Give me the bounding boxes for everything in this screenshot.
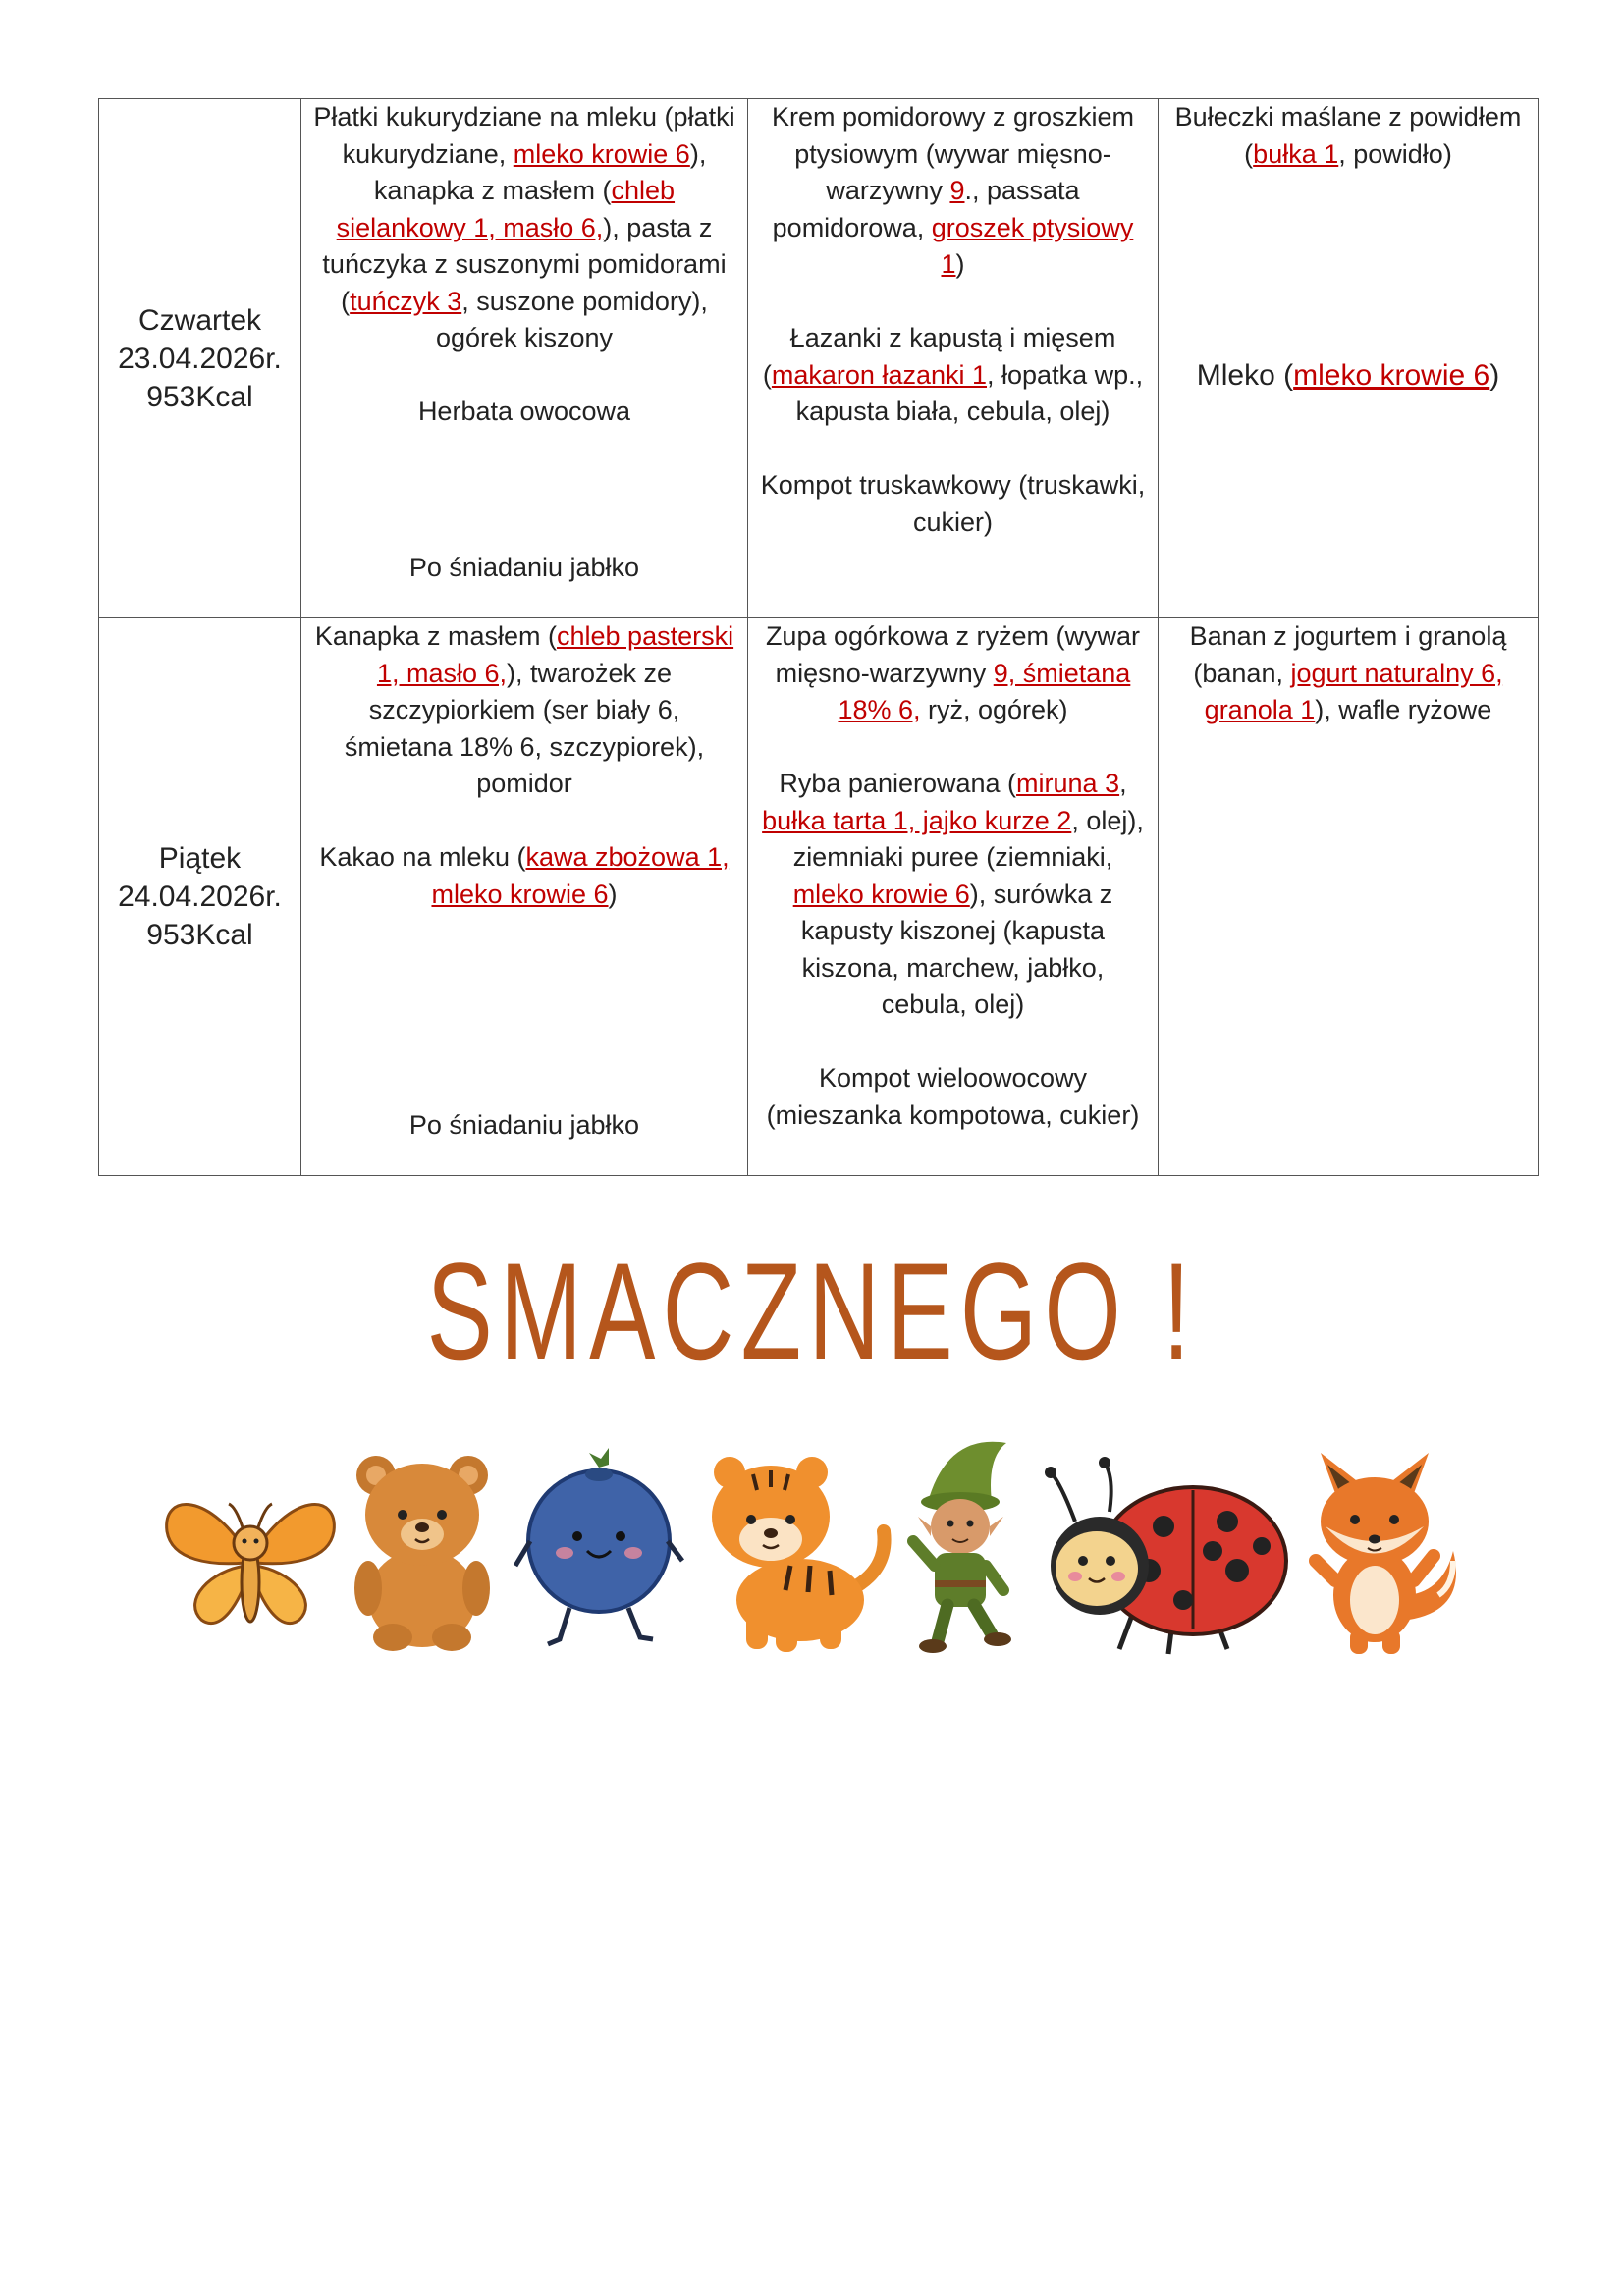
after-breakfast-note: Po śniadaniu jabłko <box>408 1109 640 1140</box>
menu-text: Banan z jogurtem i granolą (banan, <box>1189 621 1507 688</box>
menu-text: , olej), ziemniaki puree (ziemniaki, <box>792 805 1144 872</box>
smacznego-title: SMACZNEGO ! <box>426 1234 1198 1388</box>
menu-text: Krem pomidorowy z groszkiem ptysiowym (wywar mięsno-warzywny <box>771 102 1135 205</box>
snack-description <box>1170 618 1526 729</box>
lunch-drink: Kompot truskawkowy (truskawki, cukier) <box>760 470 1146 537</box>
menu-text: , łopatka wp., kapusta biała, cebula, olej) <box>795 359 1144 426</box>
menu-text: ), kanapka z masłem ( <box>373 138 707 205</box>
blueberry-icon <box>511 1443 687 1659</box>
allergen-text: mleko krowie 6 <box>792 879 970 909</box>
lunch-cell <box>748 618 1159 1176</box>
allergen-text: 9 <box>949 176 965 205</box>
bear-icon <box>339 1441 506 1657</box>
menu-text: Płatki kukurydziane na mleku (płatki kukurydziane, <box>313 102 735 169</box>
menu-text: , powidło) <box>1338 138 1452 169</box>
breakfast-description <box>313 618 735 803</box>
breakfast-description <box>313 99 735 357</box>
menu-table <box>98 98 1539 1176</box>
menu-text: Zupa ogórkowa z ryżem (wywar mięsno-warzywny <box>765 621 1141 688</box>
allergen-text: mleko krowie 6 <box>1293 359 1490 392</box>
allergen-text: groszek ptysiowy 1 <box>931 212 1134 279</box>
menu-text: Ryba panierowana ( <box>779 769 1017 798</box>
day-date: 24.04.2026r. <box>118 881 282 913</box>
menu-text: Kakao na mleku ( <box>319 842 526 872</box>
menu-text: , suszone pomidory), ogórek kiszony <box>435 286 708 352</box>
allergen-text: 9, śmietana 18% 6, <box>838 658 1131 724</box>
snack-cell <box>1159 99 1539 618</box>
allergen-text: mleko krowie 6 <box>513 138 690 169</box>
butterfly-icon <box>152 1472 349 1649</box>
lunch-cell <box>748 99 1159 618</box>
menu-text: Łazanki z kapustą i mięsem ( <box>762 323 1116 390</box>
breakfast-drink <box>313 839 735 913</box>
allergen-text: miruna 3 <box>1016 769 1120 798</box>
menu-text: ), wafle ryżowe <box>1315 695 1492 724</box>
allergen-text: kawa zbożowa 1, mleko krowie 6 <box>431 842 730 909</box>
menu-text: Kanapka z masłem ( <box>314 621 557 651</box>
day-name: Piątek <box>158 842 242 875</box>
menu-text: Bułeczki maślane z powidłem ( <box>1174 102 1522 169</box>
snack-description <box>1170 99 1526 173</box>
day-cell <box>99 99 301 618</box>
day-kcal: 953Kcal <box>146 919 253 951</box>
allergen-text: tuńczyk 3 <box>350 286 462 316</box>
allergen-text: jogurt naturalny 6, granola 1 <box>1204 658 1503 724</box>
menu-text: ., passata pomidorowa, <box>772 176 1080 242</box>
menu-text: ) <box>1489 359 1500 392</box>
day-cell <box>99 618 301 1176</box>
menu-text: ), surówka z kapusty kiszonej (kapusta kiszona, marchew, jabłko, cebula, olej) <box>800 879 1113 1019</box>
breakfast-drink: Herbata owocowa <box>417 397 631 426</box>
snack-drink <box>1170 357 1526 395</box>
day-name: Czwartek <box>137 303 262 337</box>
fox-icon <box>1296 1433 1463 1659</box>
lunch-soup <box>760 618 1146 729</box>
breakfast-cell <box>301 618 748 1176</box>
lunch-main <box>760 320 1146 431</box>
animal-illustrations <box>147 1433 1473 1669</box>
lunch-drink: Kompot wieloowocowy (mieszanka kompotowa, cukier) <box>766 1063 1140 1130</box>
allergen-text: chleb pasterski 1, masło 6, <box>376 621 734 688</box>
day-kcal: 953Kcal <box>146 380 253 413</box>
menu-text: Mleko ( <box>1196 359 1294 392</box>
lunch-main <box>760 766 1146 1024</box>
after-breakfast-note: Po śniadaniu jabłko <box>408 552 640 582</box>
menu-text: ), pasta z tuńczyka z suszonymi pomidorami ( <box>322 212 727 316</box>
lunch-soup <box>760 99 1146 284</box>
allergen-text: bułka 1 <box>1253 138 1339 169</box>
menu-text: , <box>1119 769 1127 798</box>
menu-row-thursday <box>99 99 1539 618</box>
snack-cell <box>1159 618 1539 1176</box>
allergen-text: bułka tarta 1, jajko kurze 2 <box>762 805 1072 835</box>
menu-text: ryż, ogórek) <box>920 695 1068 724</box>
ladybug-icon <box>1036 1453 1291 1659</box>
menu-text: ) <box>955 249 965 279</box>
allergen-text: chleb sielankowy 1, masło 6, <box>336 176 676 242</box>
day-date: 23.04.2026r. <box>118 342 282 375</box>
breakfast-cell <box>301 99 748 618</box>
menu-text: ) <box>608 879 618 909</box>
allergen-text: makaron łazanki 1 <box>771 359 988 390</box>
menu-text: ), twarożek ze szczypiorkiem (ser biały 6, śmietana 18% 6, szczypiorek), pomidor <box>344 658 705 798</box>
menu-row-friday <box>99 618 1539 1176</box>
tiger-icon <box>692 1443 898 1659</box>
gnome-icon <box>893 1433 1031 1659</box>
